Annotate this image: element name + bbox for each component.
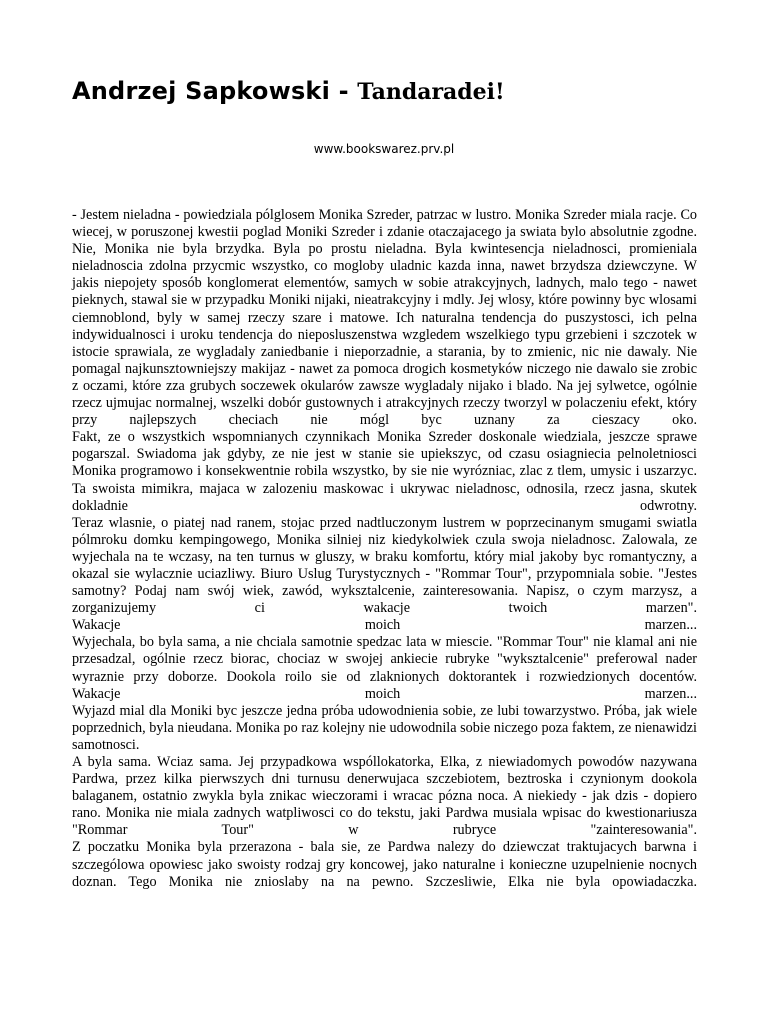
paragraph: Wakacje moich marzen... (72, 685, 697, 702)
paragraph: Wakacje moich marzen... (72, 617, 697, 634)
paragraph: - Jestem nieladna - powiedziala pólglosem Monika Szreder, patrzac w lustro. Monika Szreder miala racje. Co wiecej, w poruszonej kwestii poglad Moniki Szreder i zdanie otaczajacego ja swiata bylo absolutnie zgodne. (72, 207, 697, 241)
title-work: Tandaradei! (357, 79, 505, 105)
paragraph: Fakt, ze o wszystkich wspomnianych czynnikach Monika Szreder doskonale wiedziala, jeszcze sprawe pogarszal. Swiadoma jak gdyby, ze nie jest w stanie sie upiekszyc, od czasu osiagniecia pelnoletniosci Monika programowo i konsekwentnie robila wszystko, by sie nie wyrózniac, zlac z tlem, umysic i uszarzyc. Ta swoista mimikra, majaca w zalozeniu maskowac i ukrywac nieladnosc, odnosila, rzecz jasna, skutek dokladnie odwrotny. (72, 429, 697, 514)
document-title (72, 72, 505, 108)
paragraph: Teraz wlasnie, o piatej nad ranem, stojac przed nadtluczonym lustrem w poprzecinanym smugami swiatla pólmroku domku kempingowego, Monika silniej niz kiedykolwiek czula swoja nieladnosc. Zalowala, ze wyjechala na te wczasy, na ten turnus w gluszy, w braku komfortu, który mial jakoby byc romantyczny, a okazal sie wylacznie uciazliwy. Biuro Uslug Turystycznych - "Rommar Tour", przypomniala sobie. "Jestes samotny? Podaj nam swój wiek, zawód, wyksztalcenie, zainteresowania. Napisz, o czym marzysz, a zorganizujemy ci wakacje twoich marzen". (72, 514, 697, 617)
paragraph: Wyjechala, bo byla sama, a nie chciala samotnie spedzac lata w miescie. "Rommar Tour" nie klamal ani nie przesadzal, ogólnie rzecz biorac, chociaz w swojej ankiecie rubryke "wyksztalcenie" preferowal nader wyraznie przy doborze. Dookola roilo sie od zlaknionych doktorantek i rozwiedzionych docentów. (72, 634, 697, 685)
paragraph: Nie, Monika nie byla brzydka. Byla po prostu nieladna. Byla kwintesencja nieladnosci, promieniala nieladnoscia zdolna przycmic wszystko, co mogloby uladnic kazda inna, nawet brzydsza dziewczyne. W jakis niepojety sposób konglomerat elementów, samych w sobie atrakcyjnych, ladnych, malo tego - nawet pieknych, stawal sie w przypadku Moniki nijaki, nieatrakcyjny i mdly. Jej wlosy, które powinny byc wlosami ciemnoblond, byly w samej rzeczy szare i matowe. Ich naturalna tendencja do puszystosci, ich pelna indywidualnosci i uroku tendencja do nieposluszenstwa wzgledem wszelkiego typu grzebieni i szczotek w istocie sprawiala, ze wygladaly zaniedbanie i nieporzadnie, a starania, by to zmienic, nic nie dawaly. Nie pomagal najkunsztowniejszy makijaz - nawet za pomoca drogich kosmetyków niczego nie dawalo sie zrobic z oczami, które zza grubych soczewek okularów zawsze wygladaly nijako i blado. Na jej sylwetce, ogólnie rzecz ujmujac normalnej, wszelki dobór gustownych i atrakcyjnych rzeczy tworzyl w polaczeniu efekt, który przy najlepszych checiach nie mógl byc uznany za cieszacy oko. (72, 241, 697, 429)
paragraph: Z poczatku Monika byla przerazona - bala sie, ze Pardwa nalezy do dziewczat traktujacych barwna i szczególowa opowiesc jako swoisty rodzaj gry koncowej, jako naturalne i konieczne uzupelnienie nocnych doznan. Tego Monika nie znioslaby na na pewno. Szczesliwie, Elka nie byla opowiadaczka. (72, 839, 697, 890)
source-url: www.bookswarez.prv.pl (313, 142, 455, 156)
paragraph: Wyjazd mial dla Moniki byc jeszcze jedna próba udowodnienia sobie, ze lubi towarzystwo. Próba, jak wiele poprzednich, byla nieudana. Monika po raz kolejny nie udowodnila sobie niczego poza faktem, ze nienawidzi samotnosci. (72, 702, 697, 753)
body-text (72, 207, 697, 891)
paragraph: A byla sama. Wciaz sama. Jej przypadkowa wspóllokatorka, Elka, z niewiadomych powodów nazywana Pardwa, przez kilka pierwszych dni turnusu denerwujaca szczebiotem, beztroska i czynionym dookola balaganem, ostatnio zwykla byla znikac wieczorami i wracac pózna noca. A niekiedy - jak dzis - dopiero rano. Monika nie miala zadnych watpliwosci co do tekstu, jaki Pardwa musiala wpisac do kwestionariusza "Rommar Tour" w rubryce "zainteresowania". (72, 754, 697, 839)
title-author: Andrzej Sapkowski - (72, 77, 358, 105)
